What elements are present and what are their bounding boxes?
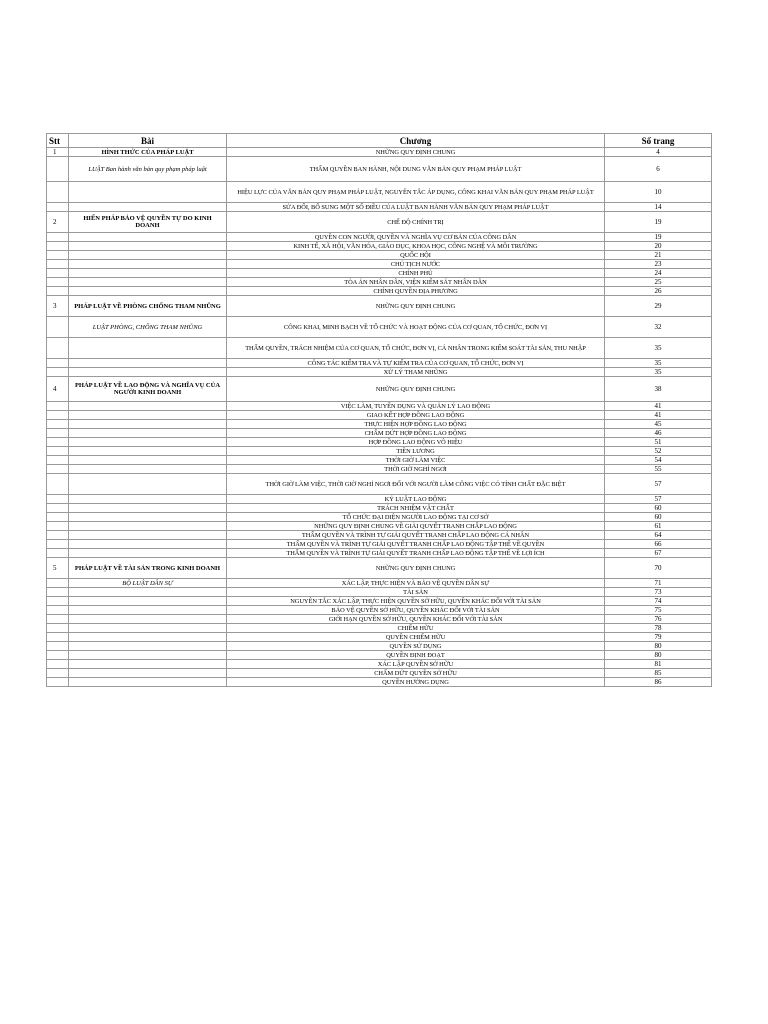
bai-cell — [69, 678, 227, 687]
bai-cell — [69, 513, 227, 522]
stt-cell — [47, 465, 69, 474]
chuong-cell: XỬ LÝ THAM NHŨNG — [227, 368, 605, 377]
table-row — [47, 678, 712, 687]
table-row — [47, 597, 712, 606]
bai-cell — [69, 420, 227, 429]
chuong-cell: SỬA ĐỔI, BỔ SUNG MỘT SỐ ĐIỀU CỦA LUẬT BAN HÀNH VĂN BẢN QUY PHẠM PHÁP LUẬT — [227, 203, 605, 212]
table-row — [47, 402, 712, 411]
stt-cell — [47, 368, 69, 377]
page-number-cell: 76 — [605, 615, 712, 624]
page-number-cell: 80 — [605, 642, 712, 651]
page-number-cell: 41 — [605, 402, 712, 411]
page-number-cell: 73 — [605, 588, 712, 597]
chuong-cell: CHIẾM HỮU — [227, 624, 605, 633]
table-row — [47, 269, 712, 278]
page-number-cell: 35 — [605, 338, 712, 359]
chuong-cell: THỜI GIỜ LÀM VIỆC — [227, 456, 605, 465]
chuong-cell: NHỮNG QUY ĐỊNH CHUNG — [227, 148, 605, 157]
chuong-cell: KINH TẾ, XÃ HỘI, VĂN HÓA, GIÁO DỤC, KHOA HỌC, CÔNG NGHỆ VÀ MÔI TRƯỜNG — [227, 242, 605, 251]
chuong-cell: TÀI SẢN — [227, 588, 605, 597]
page-number-cell: 71 — [605, 579, 712, 588]
chuong-cell: CHỦ TỊCH NƯỚC — [227, 260, 605, 269]
chuong-cell: NGUYÊN TẮC XÁC LẬP, THỰC HIỆN QUYỀN SỞ HỮU, QUYỀN KHÁC ĐỐI VỚI TÀI SẢN — [227, 597, 605, 606]
page-number-cell: 64 — [605, 531, 712, 540]
stt-cell — [47, 642, 69, 651]
bai-cell — [69, 242, 227, 251]
header-chuong: Chương — [227, 134, 605, 148]
table-row — [47, 624, 712, 633]
bai-cell: BỘ LUẬT DÂN SỰ — [69, 579, 227, 588]
header-bai: Bài — [69, 134, 227, 148]
stt-cell — [47, 597, 69, 606]
bai-cell: PHÁP LUẬT VỀ LAO ĐỘNG VÀ NGHĨA VỤ CỦA NGƯỜI KINH DOANH — [69, 377, 227, 402]
stt-cell — [47, 678, 69, 687]
chuong-cell: VIỆC LÀM, TUYỂN DỤNG VÀ QUẢN LÝ LAO ĐỘNG — [227, 402, 605, 411]
stt-cell — [47, 540, 69, 549]
table-row — [47, 606, 712, 615]
table-row — [47, 296, 712, 317]
page-number-cell: 60 — [605, 504, 712, 513]
page-number-cell: 35 — [605, 368, 712, 377]
page-number-cell: 6 — [605, 157, 712, 182]
bai-cell — [69, 615, 227, 624]
chuong-cell: THỜI GIỜ NGHỈ NGƠI — [227, 465, 605, 474]
bai-cell — [69, 495, 227, 504]
header-row — [47, 134, 712, 148]
table-row — [47, 522, 712, 531]
page-number-cell: 57 — [605, 474, 712, 495]
page-number-cell: 79 — [605, 633, 712, 642]
page-number-cell: 46 — [605, 429, 712, 438]
bai-cell — [69, 447, 227, 456]
page-number-cell: 78 — [605, 624, 712, 633]
bai-cell — [69, 260, 227, 269]
bai-cell — [69, 597, 227, 606]
page-number-cell: 55 — [605, 465, 712, 474]
page-number-cell: 32 — [605, 317, 712, 338]
table-row — [47, 504, 712, 513]
stt-cell: 4 — [47, 377, 69, 402]
bai-cell — [69, 182, 227, 203]
page-number-cell: 70 — [605, 558, 712, 579]
stt-cell — [47, 287, 69, 296]
table-row — [47, 317, 712, 338]
table-row — [47, 465, 712, 474]
table-row — [47, 474, 712, 495]
bai-cell — [69, 642, 227, 651]
table-row — [47, 420, 712, 429]
chuong-cell: NHỮNG QUY ĐỊNH CHUNG VỀ GIẢI QUYẾT TRANH CHẤP LAO ĐỘNG — [227, 522, 605, 531]
stt-cell — [47, 438, 69, 447]
table-row — [47, 549, 712, 558]
page-number-cell: 38 — [605, 377, 712, 402]
chuong-cell: QUYỀN HƯỞNG DỤNG — [227, 678, 605, 687]
stt-cell — [47, 402, 69, 411]
stt-cell — [47, 474, 69, 495]
page-number-cell: 85 — [605, 669, 712, 678]
page-number-cell: 19 — [605, 233, 712, 242]
page-number-cell: 29 — [605, 296, 712, 317]
bai-cell — [69, 624, 227, 633]
page-number-cell: 26 — [605, 287, 712, 296]
table-row — [47, 438, 712, 447]
table-row — [47, 495, 712, 504]
table-row — [47, 540, 712, 549]
page-number-cell: 21 — [605, 251, 712, 260]
page-number-cell: 81 — [605, 660, 712, 669]
stt-cell — [47, 269, 69, 278]
chuong-cell: NHỮNG QUY ĐỊNH CHUNG — [227, 296, 605, 317]
table-row — [47, 558, 712, 579]
table-row — [47, 251, 712, 260]
chuong-cell: THẨM QUYỀN VÀ TRÌNH TỰ GIẢI QUYẾT TRANH CHẤP LAO ĐỘNG TẬP THỂ VỀ LỢI ÍCH — [227, 549, 605, 558]
page-number-cell: 35 — [605, 359, 712, 368]
bai-cell — [69, 338, 227, 359]
chuong-cell: BẢO VỆ QUYỀN SỞ HỮU, QUYỀN KHÁC ĐỐI VỚI TÀI SẢN — [227, 606, 605, 615]
stt-cell — [47, 411, 69, 420]
table-row — [47, 588, 712, 597]
header-so-trang: Số trang — [605, 134, 712, 148]
chuong-cell: HIỆU LỰC CỦA VĂN BẢN QUY PHẠM PHÁP LUẬT, NGUYÊN TẮC ÁP DỤNG, CÔNG KHAI VĂN BẢN QUY PHẠM PHÁP LUẬT — [227, 182, 605, 203]
chuong-cell: XÁC LẬP, THỰC HIỆN VÀ BẢO VỆ QUYỀN DÂN SỰ — [227, 579, 605, 588]
stt-cell — [47, 522, 69, 531]
stt-cell — [47, 182, 69, 203]
page-number-cell: 23 — [605, 260, 712, 269]
header-stt: Stt — [47, 134, 69, 148]
bai-cell — [69, 465, 227, 474]
stt-cell — [47, 359, 69, 368]
page-number-cell: 61 — [605, 522, 712, 531]
chuong-cell: NHỮNG QUY ĐỊNH CHUNG — [227, 377, 605, 402]
chuong-cell: QUYỀN CON NGƯỜI, QUYỀN VÀ NGHĨA VỤ CƠ BẢN CỦA CÔNG DÂN — [227, 233, 605, 242]
page-number-cell: 10 — [605, 182, 712, 203]
table-row — [47, 377, 712, 402]
bai-cell: LUẬT Ban hành văn bản quy phạm pháp luật — [69, 157, 227, 182]
page-number-cell: 45 — [605, 420, 712, 429]
table-row — [47, 651, 712, 660]
bai-cell — [69, 429, 227, 438]
chuong-cell: QUỐC HỘI — [227, 251, 605, 260]
table-row — [47, 633, 712, 642]
bai-cell — [69, 651, 227, 660]
stt-cell — [47, 513, 69, 522]
stt-cell: 3 — [47, 296, 69, 317]
chuong-cell: TÒA ÁN NHÂN DÂN, VIỆN KIỂM SÁT NHÂN DÂN — [227, 278, 605, 287]
chuong-cell: CHẤM DỨT HỢP ĐỒNG LAO ĐỘNG — [227, 429, 605, 438]
bai-cell — [69, 438, 227, 447]
table-row — [47, 203, 712, 212]
page-number-cell: 54 — [605, 456, 712, 465]
table-row — [47, 233, 712, 242]
page-number-cell: 74 — [605, 597, 712, 606]
stt-cell — [47, 157, 69, 182]
table-row — [47, 287, 712, 296]
stt-cell: 2 — [47, 212, 69, 233]
table-row — [47, 338, 712, 359]
stt-cell — [47, 579, 69, 588]
bai-cell — [69, 660, 227, 669]
bai-cell — [69, 411, 227, 420]
stt-cell: 1 — [47, 148, 69, 157]
bai-cell: LUẬT PHÒNG, CHỐNG THAM NHŨNG — [69, 317, 227, 338]
page-number-cell: 25 — [605, 278, 712, 287]
chuong-cell: CÔNG TÁC KIỂM TRA VÀ TỰ KIỂM TRA CỦA CƠ QUAN, TỔ CHỨC, ĐƠN VỊ — [227, 359, 605, 368]
chuong-cell: THẨM QUYỀN, TRÁCH NHIỆM CỦA CƠ QUAN, TỔ CHỨC, ĐƠN VỊ, CÁ NHÂN TRONG KIỂM SOÁT TÀI SẢN, THU NHẬP — [227, 338, 605, 359]
bai-cell: PHÁP LUẬT VỀ PHÒNG CHỐNG THAM NHŨNG — [69, 296, 227, 317]
table-row — [47, 359, 712, 368]
chuong-cell: CHÍNH PHỦ — [227, 269, 605, 278]
table-row — [47, 615, 712, 624]
page-number-cell: 86 — [605, 678, 712, 687]
bai-cell — [69, 549, 227, 558]
stt-cell — [47, 251, 69, 260]
table-row — [47, 260, 712, 269]
bai-cell — [69, 606, 227, 615]
page-number-cell: 51 — [605, 438, 712, 447]
bai-cell: HÌNH THỨC CỦA PHÁP LUẬT — [69, 148, 227, 157]
bai-cell: HIẾN PHÁP BẢO VỆ QUYỀN TỰ DO KINH DOANH — [69, 212, 227, 233]
table-row — [47, 278, 712, 287]
chuong-cell: THẨM QUYỀN BAN HÀNH, NỘI DUNG VĂN BẢN QUY PHẠM PHÁP LUẬT — [227, 157, 605, 182]
stt-cell — [47, 615, 69, 624]
bai-cell — [69, 633, 227, 642]
table-row — [47, 447, 712, 456]
bai-cell — [69, 233, 227, 242]
table-row — [47, 182, 712, 203]
page-number-cell: 52 — [605, 447, 712, 456]
stt-cell — [47, 669, 69, 678]
bai-cell — [69, 474, 227, 495]
page-number-cell: 80 — [605, 651, 712, 660]
chuong-cell: HỢP ĐỒNG LAO ĐỘNG VÔ HIỆU — [227, 438, 605, 447]
chuong-cell: THẨM QUYỀN VÀ TRÌNH TỰ GIẢI QUYẾT TRANH CHẤP LAO ĐỘNG TẬP THỂ VỀ QUYỀN — [227, 540, 605, 549]
bai-cell — [69, 669, 227, 678]
page-number-cell: 60 — [605, 513, 712, 522]
bai-cell — [69, 540, 227, 549]
bai-cell — [69, 456, 227, 465]
chuong-cell: GIỚI HẠN QUYỀN SỞ HỮU, QUYỀN KHÁC ĐỐI VỚI TÀI SẢN — [227, 615, 605, 624]
table-row — [47, 411, 712, 420]
bai-cell: PHÁP LUẬT VỀ TÀI SẢN TRONG KINH DOANH — [69, 558, 227, 579]
stt-cell — [47, 606, 69, 615]
bai-cell — [69, 368, 227, 377]
stt-cell — [47, 504, 69, 513]
table-of-contents — [46, 133, 712, 687]
table-row — [47, 242, 712, 251]
page-number-cell: 67 — [605, 549, 712, 558]
page-number-cell: 4 — [605, 148, 712, 157]
chuong-cell: THẨM QUYỀN VÀ TRÌNH TỰ GIẢI QUYẾT TRANH CHẤP LAO ĐỘNG CÁ NHÂN — [227, 531, 605, 540]
stt-cell — [47, 260, 69, 269]
chuong-cell: KỶ LUẬT LAO ĐỘNG — [227, 495, 605, 504]
table-row — [47, 148, 712, 157]
stt-cell — [47, 338, 69, 359]
stt-cell — [47, 651, 69, 660]
bai-cell — [69, 588, 227, 597]
table-row — [47, 368, 712, 377]
bai-cell — [69, 269, 227, 278]
table-row — [47, 579, 712, 588]
bai-cell — [69, 251, 227, 260]
bai-cell — [69, 504, 227, 513]
bai-cell — [69, 287, 227, 296]
page-number-cell: 57 — [605, 495, 712, 504]
chuong-cell: QUYỀN SỬ DỤNG — [227, 642, 605, 651]
chuong-cell: THỜI GIỜ LÀM VIỆC, THỜI GIỜ NGHỈ NGƠI ĐỐI VỚI NGƯỜI LÀM CÔNG VIỆC CÓ TÍNH CHẤT ĐẶC BIỆT — [227, 474, 605, 495]
bai-cell — [69, 522, 227, 531]
stt-cell: 5 — [47, 558, 69, 579]
table-row — [47, 157, 712, 182]
stt-cell — [47, 317, 69, 338]
page-number-cell: 14 — [605, 203, 712, 212]
chuong-cell: CHẤM DỨT QUYỀN SỞ HỮU — [227, 669, 605, 678]
bai-cell — [69, 402, 227, 411]
chuong-cell: CHẾ ĐỘ CHÍNH TRỊ — [227, 212, 605, 233]
page-number-cell: 66 — [605, 540, 712, 549]
table-row — [47, 212, 712, 233]
bai-cell — [69, 278, 227, 287]
stt-cell — [47, 242, 69, 251]
page-number-cell: 41 — [605, 411, 712, 420]
chuong-cell: QUYỀN ĐỊNH ĐOẠT — [227, 651, 605, 660]
chuong-cell: NHỮNG QUY ĐỊNH CHUNG — [227, 558, 605, 579]
chuong-cell: THỰC HIỆN HỢP ĐỒNG LAO ĐỘNG — [227, 420, 605, 429]
table-row — [47, 642, 712, 651]
table-row — [47, 456, 712, 465]
bai-cell — [69, 203, 227, 212]
page-number-cell: 19 — [605, 212, 712, 233]
chuong-cell: XÁC LẬP QUYỀN SỞ HỮU — [227, 660, 605, 669]
stt-cell — [47, 588, 69, 597]
chuong-cell: TỔ CHỨC ĐẠI DIỆN NGƯỜI LAO ĐỘNG TẠI CƠ SỞ — [227, 513, 605, 522]
chuong-cell: TIỀN LƯƠNG — [227, 447, 605, 456]
stt-cell — [47, 495, 69, 504]
stt-cell — [47, 456, 69, 465]
stt-cell — [47, 429, 69, 438]
stt-cell — [47, 278, 69, 287]
table-row — [47, 531, 712, 540]
stt-cell — [47, 447, 69, 456]
stt-cell — [47, 549, 69, 558]
bai-cell — [69, 359, 227, 368]
stt-cell — [47, 233, 69, 242]
table-row — [47, 660, 712, 669]
stt-cell — [47, 203, 69, 212]
stt-cell — [47, 420, 69, 429]
stt-cell — [47, 660, 69, 669]
stt-cell — [47, 531, 69, 540]
stt-cell — [47, 624, 69, 633]
page-number-cell: 24 — [605, 269, 712, 278]
table-row — [47, 513, 712, 522]
table-row — [47, 429, 712, 438]
table-row — [47, 669, 712, 678]
bai-cell — [69, 531, 227, 540]
chuong-cell: QUYỀN CHIẾM HỮU — [227, 633, 605, 642]
page-number-cell: 75 — [605, 606, 712, 615]
stt-cell — [47, 633, 69, 642]
chuong-cell: GIAO KẾT HỢP ĐỒNG LAO ĐỘNG — [227, 411, 605, 420]
page-number-cell: 20 — [605, 242, 712, 251]
chuong-cell: TRÁCH NHIỆM VẬT CHẤT — [227, 504, 605, 513]
chuong-cell: CHÍNH QUYỀN ĐỊA PHƯƠNG — [227, 287, 605, 296]
chuong-cell: CÔNG KHAI, MINH BẠCH VỀ TỔ CHỨC VÀ HOẠT ĐỘNG CỦA CƠ QUAN, TỔ CHỨC, ĐƠN VỊ — [227, 317, 605, 338]
